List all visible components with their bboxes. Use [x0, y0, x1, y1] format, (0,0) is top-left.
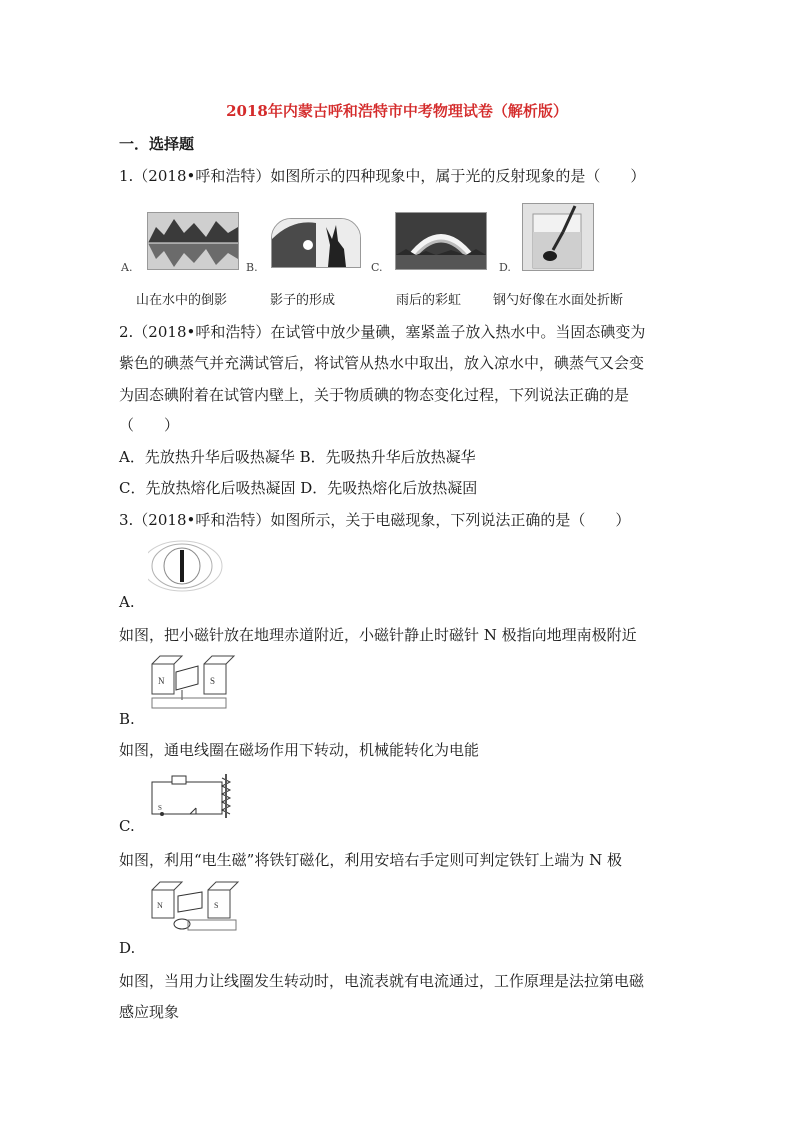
q2-options-line-1: A．先放热升华后吸热凝华 B．先吸热升华后放热凝华 — [119, 448, 476, 466]
q2-stem-line-2: 紫色的碘蒸气并充满试管后，将试管从热水中取出，放入凉水中，碘蒸气又会变 — [119, 354, 645, 372]
q3-motor-n-label: N — [158, 676, 165, 686]
q1-caption-a: 山在水中的倒影 — [136, 293, 228, 308]
q3-stem: 3.（2018•呼和浩特）如图所示，关于电磁现象，下列说法正确的是（ ） — [119, 511, 631, 529]
q3-option-a-text: 如图，把小磁针放在地理赤道附近，小磁针静止时磁针 N 极指向地理南极附近 — [119, 626, 637, 644]
q1-caption-c: 雨后的彩虹 — [396, 293, 462, 308]
page-title: 2018年内蒙古呼和浩特市中考物理试卷（解析版） — [226, 102, 568, 120]
q3-option-c-text: 如图，利用“电生磁”将铁钉磁化，利用安培右手定则可判定铁钉上端为 N 极 — [119, 851, 623, 869]
q2-options-line-2: C．先放热熔化后吸热凝固 D．先吸热熔化后放热凝固 — [119, 479, 478, 497]
q1-option-c-letter: C. — [371, 261, 383, 274]
q3-option-b-letter: B. — [119, 710, 135, 728]
q3-figure-compass — [148, 540, 232, 592]
q1-caption-b: 影子的形成 — [270, 293, 336, 308]
q3-option-d-text-line-2: 感应现象 — [119, 1003, 180, 1021]
q3-option-d-text-line-1: 如图，当用力让线圈发生转动时，电流表就有电流通过，工作原理是法拉第电磁 — [119, 972, 645, 990]
q1-photo-spoon-in-water — [522, 203, 594, 271]
q3-option-b-text: 如图，通电线圈在磁场作用下转动，机械能转化为电能 — [119, 741, 480, 759]
q1-photo-mountain-reflection — [147, 212, 239, 270]
q2-stem-line-4: （ ） — [119, 416, 180, 434]
q1-photo-rainbow — [395, 212, 487, 270]
q3-electromagnet-s-label: S — [158, 804, 162, 812]
q3-option-c-letter: C. — [119, 817, 135, 835]
q3-option-d-letter: D. — [119, 939, 136, 957]
section-heading: 一．选择题 — [119, 135, 195, 153]
q1-photo-shadow — [271, 218, 361, 268]
q3-figure-generator — [148, 880, 244, 936]
q3-figure-motor — [148, 652, 236, 712]
q3-generator-n-label: N — [157, 901, 163, 910]
q3-motor-s-label: S — [210, 676, 216, 686]
q1-stem: 1.（2018•呼和浩特）如图所示的四种现象中，属于光的反射现象的是（ ） — [119, 167, 646, 185]
q1-option-b-letter: B. — [246, 261, 258, 274]
q3-figure-electromagnet — [146, 772, 242, 820]
q2-stem-line-3: 为固态碘附着在试管内壁上，关于物质碘的物态变化过程，下列说法正确的是 — [119, 386, 630, 404]
q1-option-a-letter: A. — [121, 261, 133, 274]
q1-caption-d: 钢勺好像在水面处折断 — [493, 293, 624, 308]
q1-option-d-letter: D. — [499, 261, 511, 274]
q3-generator-s-label: S — [214, 901, 219, 910]
q2-stem-line-1: 2.（2018•呼和浩特）在试管中放少量碘，塞紧盖子放入热水中。当固态碘变为 — [119, 323, 646, 341]
q3-option-a-letter: A. — [119, 593, 135, 611]
